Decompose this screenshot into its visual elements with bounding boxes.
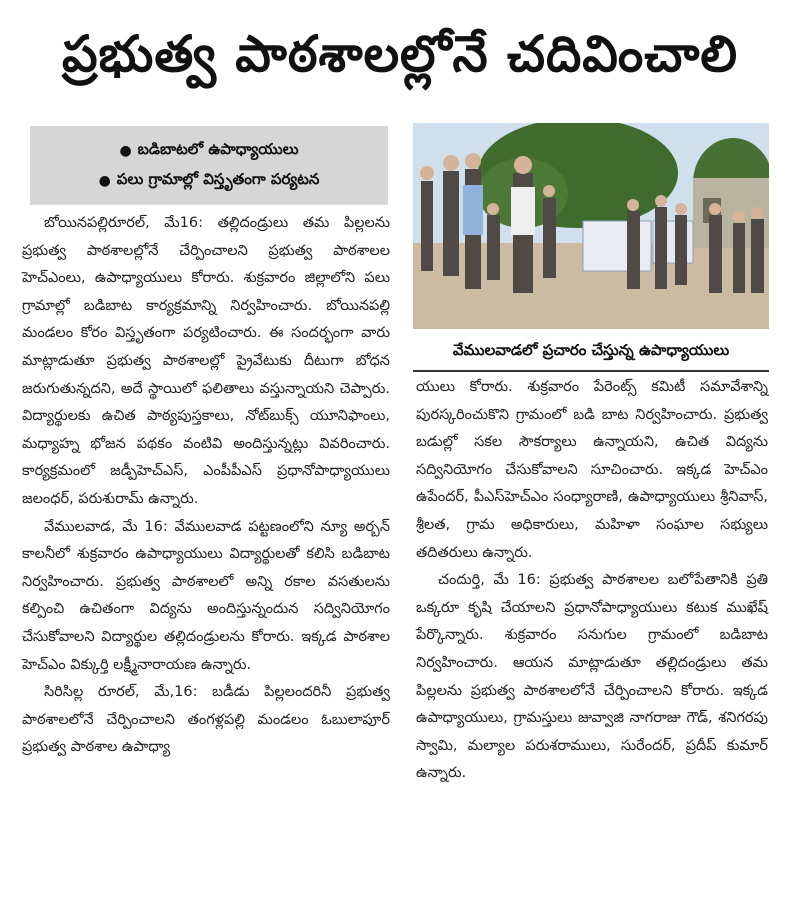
highlights-box — [30, 126, 388, 205]
right-column — [416, 374, 768, 788]
highlight-item — [119, 140, 298, 162]
bullet-icon: ● — [98, 172, 111, 189]
article-paragraph: సిరిసిల్ల రూరల్, మే,16: బడీడు పిల్లలందరినీ ప్రభుత్వ పాఠశాలలోనే చేర్పించాలని తంగళ్లపల్లి మండలం ఓబులాపూర్ ప్రభుత్వ పాఠశాల ఉపాధ్యా — [22, 684, 390, 756]
article-paragraph: వేములవాడ, మే 16: వేములవాడ పట్టణంలోని న్యూ అర్బన్ కాలనీలో శుక్రవారం ఉపాధ్యాయులు విద్యార్థులతో కలిసి బడిబాట నిర్వహించారు. ప్రభుత్వ పాఠశాలలో అన్ని రకాల వసతులను కల్పించి ఉచితంగా విద్యను అందిస్తున్నందున సద్వినియోగం చేసుకోవాలని విద్యార్థుల తల్లిదండ్రులను కోరారు. ఇక్కడ పాఠశాల హెచ్ఎం విక్కుర్తి లక్ష్మీనారాయణ ఉన్నారు. — [22, 518, 390, 673]
photo-illustration — [413, 123, 769, 329]
bullet-icon: ● — [119, 142, 132, 159]
headline: ప్రభుత్వ పాఠశాలల్లోనే చదివించాలి — [61, 24, 738, 83]
news-photo — [413, 123, 769, 329]
photo-caption: వేములవాడలో ప్రచారం చేస్తున్న ఉపాధ్యాయులు — [413, 334, 769, 372]
left-column — [22, 210, 390, 762]
article-paragraph: యులు కోరారు. శుక్రవారం పేరెంట్స్ కమిటీ సమావేశాన్ని పురస్కరించుకొని గ్రామంలో బడి బాట నిర్వహించారు. ప్రభుత్వ బడుల్లో సకల సౌకర్యాలు ఉన్నాయని, ఉచిత విద్యను సద్వినియోగం చేసుకోవాలని సూచించారు. ఇక్కడ హెచ్ఎం ఉపేందర్, పీఎస్‌హెచ్ఎం సంధ్యారాణి, ఉపాధ్యాయులు శ్రీనివాస్, శ్రీలత, గ్రామ అధికారులు, మహిళా సంఘాల సభ్యులు తదితరులు ఉన్నారు. — [416, 379, 768, 561]
article-paragraph: బోయినపల్లిరూరల్, మే16: తల్లిదండ్రులు తమ పిల్లలను ప్రభుత్వ పాఠశాలల్లోనే చేర్పించాలని ప్రభుత్వ పాఠశాలల హెచ్ఎంలు, ఉపాధ్యాయులు కోరారు. శుక్రవారం జిల్లాలోని పలు గ్రామాల్లో బడిబాట కార్యక్రమాన్ని నిర్వహించారు. బోయినపల్లి మండలం కోరం విస్తృతంగా పర్యటించారు. ఈ సందర్భంగా వారు మాట్లాడుతూ ప్రభుత్వ పాఠశాలల్లో ప్రైవేటుకు దీటుగా బోధన జరుగుతున్నదని, అదే స్థాయిలో ఫలితాలు వస్తున్నాయని చెప్పారు. విద్యార్థులకు ఉచిత పాఠ్యపుస్తకాలు, నోట్‌బుక్స్ యూనిఫాంలు, మధ్యాహ్న భోజన పథకం వంటివి అందిస్తున్నట్లు వివరించారు. కార్యక్రమంలో జడ్పీహెచ్ఎస్, ఎంపీపీఎస్ ప్రధానోపాధ్యాయులు జలంధర్, పరుశురామ్ ఉన్నారు. — [22, 215, 390, 507]
highlight-text: బడిబాటలో ఉపాధ్యాయులు — [137, 139, 299, 158]
highlight-item — [99, 170, 320, 192]
highlight-text: పలు గ్రామాల్లో విస్తృతంగా పర్యటన — [116, 169, 320, 188]
article-paragraph: చందుర్తి, మే 16: ప్రభుత్వ పాఠశాలల బలోపేతానికి ప్రతి ఒక్కరూ కృషి చేయాలని ప్రధానోపాధ్యాయులు కటుక ముఖేష్ పేర్కొన్నారు. శుక్రవారం సనుగుల గ్రామంలో బడిబాట నిర్వహించారు. ఆయన మాట్లాడుతూ తల్లిదండ్రులు తమ పిల్లలను ప్రభుత్వ పాఠశాలలోనే చేర్పించాలని కోరారు. ఇక్కడ ఉపాధ్యాయులు, గ్రామస్తులు జువ్వాజి నాగరాజు గౌడ్, శనిగరపు స్వామి, మల్యాల పరుశరాములు, సురేందర్, ప్రదీప్ కుమార్ ఉన్నారు. — [416, 572, 768, 782]
